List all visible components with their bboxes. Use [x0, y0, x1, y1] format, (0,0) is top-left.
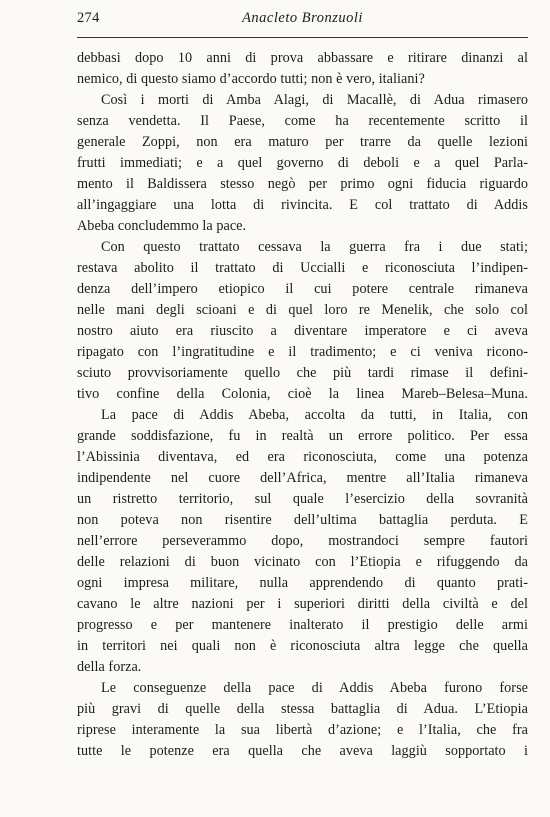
text-line: debbasi dopo 10 anni di prova abbassare e ritirare dinanzi al	[77, 50, 528, 66]
text-line: all’ingaggiare una lotta di rivincita. E col trattato di Addis	[77, 197, 528, 213]
text-line: tivo confine della Colonia, cioè la linea Mareb–Belesa–Muna.	[77, 386, 528, 402]
page-header	[77, 8, 528, 32]
text-line: nelle mani degli scioani e di quel loro re Menelik, che solo col	[77, 302, 528, 318]
text-line: denza dell’impero etiopico il cui potere centrale rimaneva	[77, 281, 528, 297]
text-line: generale Zoppi, non era maturo per trarre da quelle lezioni	[77, 134, 528, 150]
page-number: 274	[77, 10, 100, 26]
paragraph-first-line: Con questo trattato cessava la guerra fra i due stati;	[101, 239, 528, 255]
text-line: un ristretto territorio, sul quale l’esercizio della sovranità	[77, 491, 528, 507]
text-line: delle relazioni di buon vicinato con l’Etiopia e rifuggendo da	[77, 554, 528, 570]
text-line: indipendente nel cuore dell’Africa, mentre all’Italia rimaneva	[77, 470, 528, 486]
text-line: ripagato con l’ingratitudine e il tradimento; e ci veniva ricono-	[77, 344, 528, 360]
text-line: in territori nei quali non è riconosciuta altra legge che quella	[77, 638, 528, 654]
text-line: non poteva non risentire dell’ultima battaglia perduta. E	[77, 512, 528, 528]
paragraph-first-line: La pace di Addis Abeba, accolta da tutti, in Italia, con	[101, 407, 528, 423]
paragraph-first-line: Così i morti di Amba Alagi, di Macallè, di Adua rimasero	[101, 92, 528, 108]
text-line: tutte le potenze era quella che aveva laggiù sopportato i	[77, 743, 528, 759]
text-line: nostro aiuto era riuscito a diventare imperatore e ci aveva	[77, 323, 528, 339]
text-line: Abeba concludemmo la pace.	[77, 218, 247, 234]
text-line: frutti immediati; e a quel governo di deboli e a quel Parla-	[77, 155, 528, 171]
text-line: nell’errore perseverammo dopo, mostrandoci sempre fautori	[77, 533, 528, 549]
text-line: ogni impresa militare, nulla apprendendo di quanto prati-	[77, 575, 528, 591]
text-line: cavano le altre nazioni per i superiori diritti della civiltà e del	[77, 596, 528, 612]
text-line: nemico, di questo siamo d’accordo tutti; non è vero, italiani?	[77, 71, 425, 87]
running-head: Anacleto Bronzuoli	[242, 10, 363, 26]
body-text	[77, 48, 528, 762]
text-line: mento il Baldissera stesso negò per primo ogni fiducia riguardo	[77, 176, 528, 192]
text-line: l’Abissinia diventava, ed era riconosciuta, come una potenza	[77, 449, 528, 465]
text-line: progresso e per mantenere inalterato il prestigio delle armi	[77, 617, 528, 633]
text-line: riprese interamente la sua libertà d’azione; e l’Italia, che fra	[77, 722, 528, 738]
text-line: più gravi di quelle della stessa battaglia di Adua. L’Etiopia	[77, 701, 528, 717]
header-rule	[77, 37, 528, 38]
text-line: della forza.	[77, 659, 142, 675]
text-line: senza vendetta. Il Paese, come ha recentemente scritto il	[77, 113, 528, 129]
text-line: sciuto provvisoriamente quello che più tardi rimase il defini-	[77, 365, 528, 381]
paragraph-first-line: Le conseguenze della pace di Addis Abeba furono forse	[101, 680, 528, 696]
text-line: grande soddisfazione, fu in realtà un errore politico. Per essa	[77, 428, 528, 444]
text-line: restava abolito il trattato di Uccialli e riconosciuta l’indipen-	[77, 260, 528, 276]
